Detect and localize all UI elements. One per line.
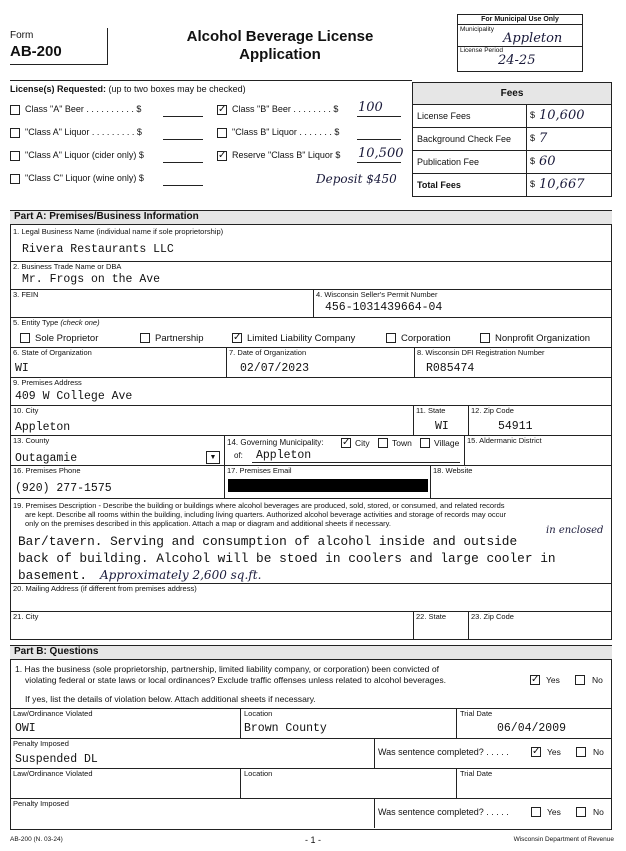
field-entity-type: 5. Entity Type (check one) [13,318,100,327]
license-amount-right-0[interactable]: 100 [358,100,383,115]
sentence-completed-no-checkbox[interactable] [576,747,586,757]
violation-law-value: OWI [15,722,36,735]
entity-type-label-1: Partnership [155,333,204,344]
municipal-use-heading: For Municipal Use Only [458,15,582,25]
municipality-type-checkbox-1[interactable] [378,438,388,448]
county-dropdown-icon[interactable]: ▼ [206,451,220,464]
licenses-heading: License(s) Requested: (up to two boxes may be checked) [10,84,246,94]
fee-value[interactable]: 7 [539,131,548,146]
license-label-left-1: "Class A" Liquor . . . . . . . . . $ [25,127,142,137]
form-title-line2: Application [239,46,321,63]
entity-type-checkbox-1[interactable] [140,333,150,343]
field-zip[interactable]: 12. Zip Code 54911 [471,406,533,433]
license-checkbox-left-0[interactable] [10,105,20,115]
license-checkbox-right-1[interactable] [217,128,227,138]
state-value: WI [435,420,449,433]
license-period-value[interactable]: 24-25 [498,53,536,68]
sentence-completed-label: Was sentence completed? . . . . . [378,807,509,817]
license-checkbox-left-1[interactable] [10,128,20,138]
license-period-label: License Period [460,47,503,54]
entity-type-label-2: Limited Liability Company [247,333,356,344]
q1-no-checkbox[interactable] [575,675,585,685]
entity-type-label-0: Sole Proprietor [35,333,99,344]
premises-description-value: Bar/tavern. Serving and consumption of alcohol inside and outside back of building. Alcohol will be stoed in coolers and large cooler in basement. [18,534,556,583]
violation-record [10,768,612,828]
field-county[interactable]: 13. County Outagamie ▼ [10,435,224,465]
license-label-left-2: "Class A" Liquor (cider only) $ [25,150,144,160]
violation-law-field[interactable]: Law/Ordinance Violated OWI [13,709,93,735]
license-checkbox-left-2[interactable] [10,151,20,161]
field-premises-phone[interactable]: 16. Premises Phone (920) 277-1575 [13,466,112,495]
state-of-organization-value: WI [15,362,29,375]
field-governing-municipality: 14. Governing Municipality: of: Appleton [224,435,464,465]
dfi-registration-value: R085474 [426,362,475,375]
violation-location-field[interactable]: Location Brown County [240,708,456,738]
premises-address-value: 409 W College Ave [15,390,133,403]
zip-value: 54911 [498,420,533,433]
violation-location-value: Brown County [244,722,327,735]
fee-label: Publication Fee [417,157,480,167]
municipality-type-checkbox-0[interactable]: ✓ [342,437,351,448]
form-number: AB-200 [10,43,62,60]
sentence-completed-label: Was sentence completed? . . . . . [378,747,509,757]
license-label-right-1: "Class B" Liquor . . . . . . . $ [232,127,340,137]
field-legal-name[interactable]: 1. Legal Business Name (individual name if sole proprietorship) Rivera Restaurants LLC [13,227,224,256]
fee-label: Total Fees [417,180,461,190]
city-value: Appleton [15,421,71,434]
field-sellers-permit[interactable]: 4. Wisconsin Seller's Permit Number 456-1031439664-04 [316,290,443,314]
violation-penalty-value: Suspended DL [15,753,98,766]
entity-type-checkbox-4[interactable] [480,333,490,343]
sellers-permit-value: 456-1031439664-04 [325,301,443,314]
violation-law-field[interactable]: Law/Ordinance Violated [13,769,93,778]
fee-label: Background Check Fee [417,134,512,144]
license-checkbox-left-3[interactable] [10,174,20,184]
premises-description-handwritten-sqft: Approximately 2,600 sq.ft. [100,568,262,582]
fee-value[interactable]: 60 [539,154,556,169]
sentence-completed-no-checkbox[interactable] [576,807,586,817]
municipality-type-label-0: City [355,438,370,448]
fee-value[interactable]: 10,600 [539,108,585,123]
license-label-left-3: "Class C" Liquor (wine only) $ [25,173,144,183]
date-of-organization-value: 02/07/2023 [240,362,310,375]
question-1-subtext: If yes, list the details of violation below. Attach additional sheets if necessary. [25,694,316,704]
violation-trial-date-field[interactable]: Trial Date [456,768,612,798]
field-fein[interactable]: 3. FEIN [13,290,39,299]
fee-label: License Fees [417,111,471,121]
footer-department: Wisconsin Department of Revenue [513,836,614,843]
form-word: Form [10,30,34,41]
governing-municipality-value[interactable]: Appleton [256,449,312,462]
license-amount-right-2[interactable]: 10,500 [358,146,404,161]
fees-table [412,82,612,197]
email-redaction [228,479,428,492]
field-website[interactable]: 18. Website [433,466,473,475]
fee-dollar: $ [530,156,536,166]
legal-name-value: Rivera Restaurants LLC [22,243,174,256]
entity-type-checkbox-0[interactable] [20,333,30,343]
violation-penalty-field[interactable]: Penalty Imposed [13,799,69,808]
sentence-completed-yes-checkbox[interactable]: ✓ [532,746,541,757]
sentence-completed-field: Was sentence completed? . . . . . ✓ Yes No [374,738,612,768]
entity-type-label-4: Nonprofit Organization [495,333,591,344]
field-trade-name[interactable]: 2. Business Trade Name or DBA Mr. Frogs on the Ave [13,262,161,286]
premises-description-handwritten-insert: in enclosed [546,525,604,536]
fee-dollar: $ [530,133,536,143]
part-b-heading: Part B: Questions [10,646,612,660]
county-value: Outagamie [15,452,78,465]
license-label-right-2: Reserve "Class B" Liquor $ [232,150,341,160]
deposit-note: Deposit $450 [316,172,397,186]
violation-record [10,708,612,768]
violation-trial-date-value: 06/04/2009 [497,722,567,735]
municipal-use-box [457,14,583,72]
fee-row [413,151,611,174]
q1-yes-checkbox[interactable]: ✓ [531,674,540,685]
sentence-completed-field: Was sentence completed? . . . . . Yes No [374,798,612,828]
violation-trial-date-field[interactable]: Trial Date 06/04/2009 [456,708,612,738]
field-mailing-zip[interactable]: 23. Zip Code [471,612,514,621]
fee-row [413,174,611,197]
municipality-value[interactable]: Appleton [503,31,563,46]
violation-penalty-field[interactable]: Penalty Imposed Suspended DL [13,739,98,766]
field-mailing-city[interactable]: 21. City [13,612,39,621]
field-aldermanic-district[interactable]: 15. Aldermanic District [467,436,542,445]
fee-dollar: $ [530,110,536,120]
field-city[interactable]: 10. City Appleton [13,406,71,434]
violation-location-field[interactable]: Location [240,768,456,798]
trade-name-value: Mr. Frogs on the Ave [22,273,161,286]
field-mailing-state[interactable]: 22. State [416,612,447,621]
field-dfi-registration[interactable]: 8. Wisconsin DFI Registration Number R085474 [417,348,545,375]
fee-row [413,128,611,151]
premises-phone-value: (920) 277-1575 [15,482,112,495]
entity-type-checkbox-3[interactable] [386,333,396,343]
field-date-of-organization[interactable]: 7. Date of Organization 02/07/2023 [229,348,310,375]
question-1-text: 1. Has the business (sole proprietorship, partnership, limited liability company, or corporation) been convicted of violating federal or state laws or local ordinances? Exclude traffic offenses unless related to alcohol beverages. [15,664,447,685]
fee-value[interactable]: 10,667 [539,177,585,192]
entity-type-label-3: Corporation [401,333,451,344]
municipality-type-label-1: Town [392,438,412,448]
license-label-right-0: Class "B" Beer . . . . . . . . $ [232,104,339,114]
field-premises-description[interactable]: 19. Premises Description - Describe the building or buildings where alcohol beverages are produced, sold, stored, or consumed, and related records are kept. Describe all rooms within the building, including living quarters. Authorized alcohol beverage activities and storage of records may occur only on the premises described in this application. Attach a map or diagram and additional sheets if necessary. Bar/tavern. Serving and consumption of alcohol inside and outside back of building. Alcohol will be stoed in coolers and large cooler in basement. in enclosed Approximately 2,600 sq.ft. [13,501,604,583]
fees-heading: Fees [413,83,611,105]
field-state-of-organization[interactable]: 6. State of Organization WI [13,348,92,375]
field-premises-address[interactable]: 9. Premises Address 409 W College Ave [13,378,133,403]
field-premises-email[interactable]: 17. Premises Email [224,465,430,498]
municipality-label: Municipality [460,26,494,33]
footer-form-code: AB-200 (N. 03-24) [10,836,63,843]
license-checkbox-right-0[interactable]: ✓ [218,104,227,115]
fee-row [413,105,611,128]
entity-type-checkbox-2[interactable]: ✓ [233,332,242,343]
municipality-type-checkbox-2[interactable] [420,438,430,448]
footer-page-number: - 1 - [304,835,321,845]
license-checkbox-right-2[interactable]: ✓ [218,150,227,161]
fee-dollar: $ [530,179,536,189]
form-title-line1: Alcohol Beverage License [186,28,374,45]
field-state[interactable]: 11. State WI [416,406,449,433]
part-a-heading: Part A: Premises/Business Information [10,211,612,225]
sentence-completed-yes-checkbox[interactable] [531,807,541,817]
municipality-type-label-2: Village [434,438,460,448]
field-mailing-address[interactable]: 20. Mailing Address (if different from premises address) [13,584,197,593]
license-label-left-0: Class "A" Beer . . . . . . . . . . $ [25,104,142,114]
